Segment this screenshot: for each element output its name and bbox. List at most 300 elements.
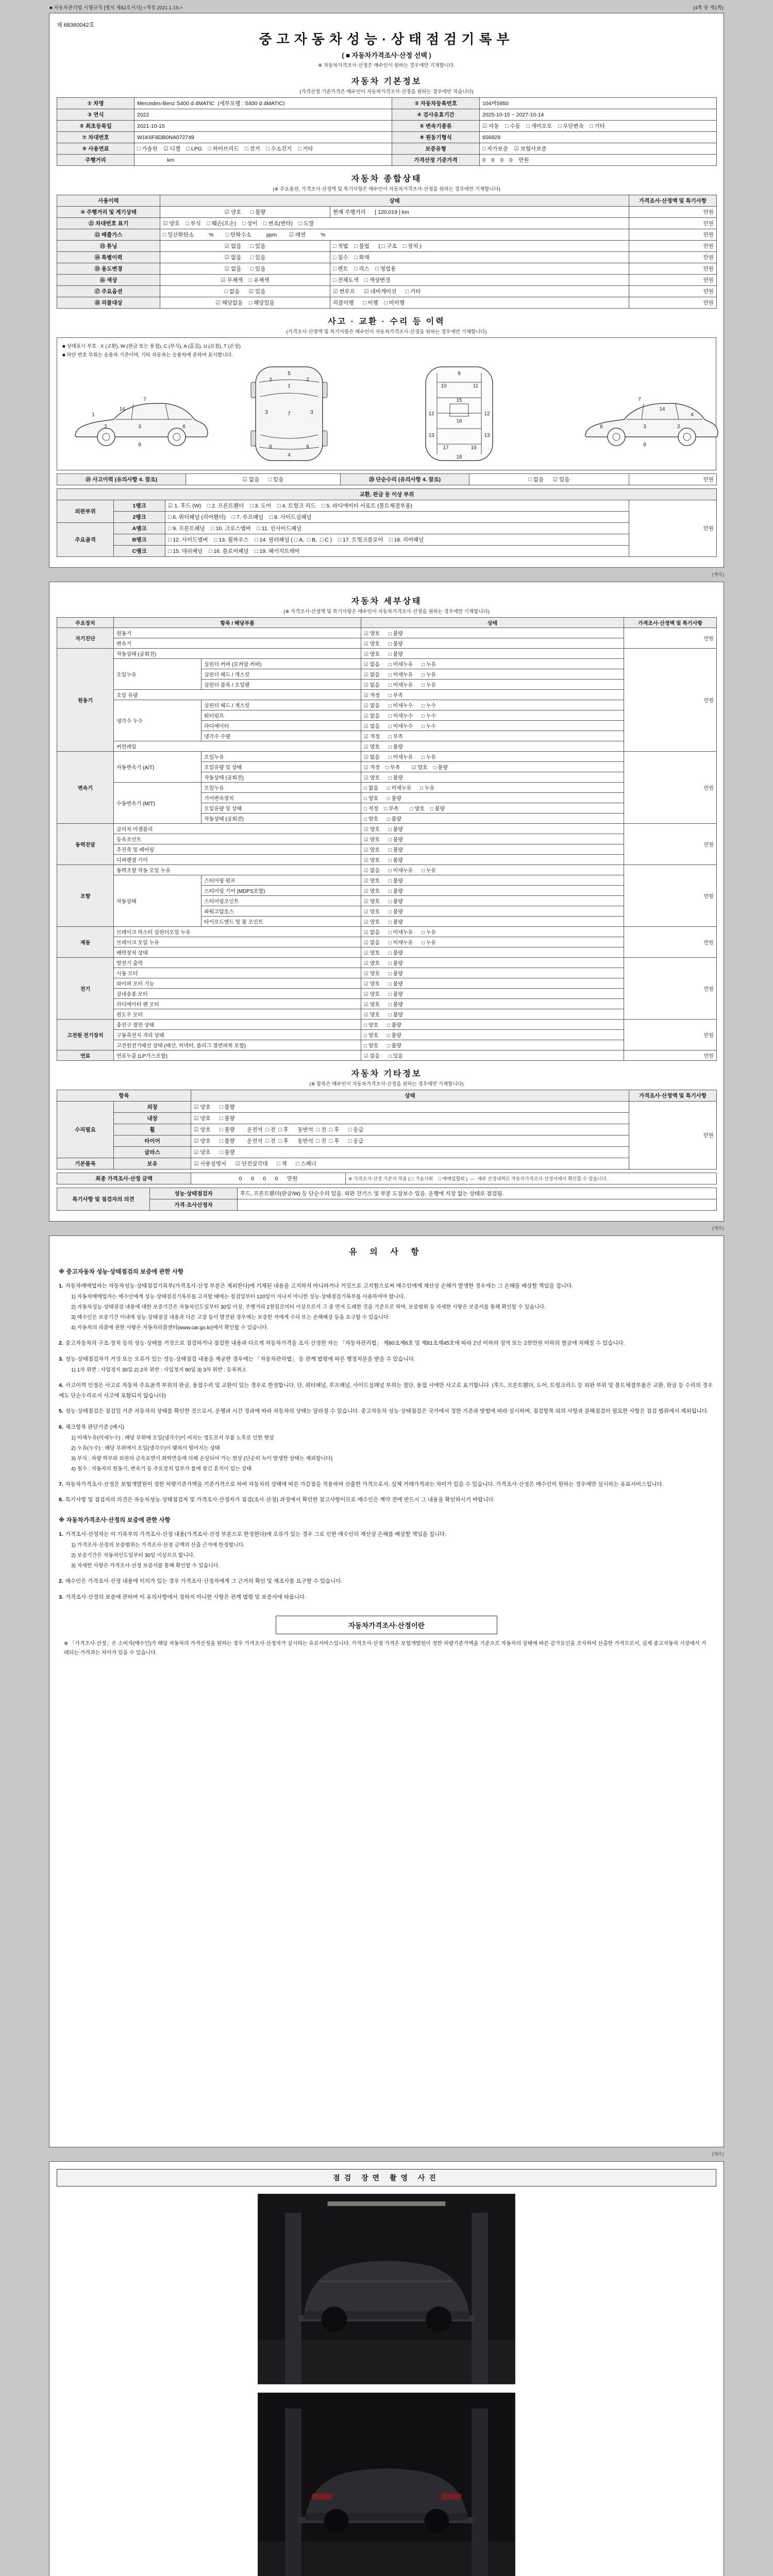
status-cell[interactable]: ☑ 양호 □ 불량	[361, 1009, 624, 1020]
notice-subitem: 1) 미세누유(미세누수) : 해당 부위에 오일(냉각수)이 비치는 정도로서 부품 노후로 인한 현상	[71, 1435, 274, 1441]
part-cell: 스티어링 기어 (MDPS포함)	[201, 886, 361, 896]
table-cell: 만원	[629, 241, 717, 252]
part-cell: 파워고압호스	[201, 906, 361, 917]
table-cell[interactable]: ☑ 없음 □ 있음	[186, 474, 341, 485]
part-cell: 타이로드엔드 및 볼 조인트	[201, 917, 361, 927]
svg-text:5: 5	[288, 371, 291, 377]
table-cell: 104머5950	[480, 98, 717, 109]
svg-text:2: 2	[677, 424, 680, 430]
table-cell[interactable]: ☑ 양호 □ 불량 운전석 □ 전 □ 후 동반석 □ 전 □ 후 □ 응급	[191, 1136, 629, 1147]
status-cell[interactable]: ☑ 없음 □ 미세누수 □ 누수	[361, 721, 624, 731]
part-cell: 냉각수 수량	[201, 731, 361, 741]
item-cell: 충전구 절연 상태	[114, 1020, 361, 1030]
notice-item: 1. 자동차매매업자는 자동차성능·상태점검기록부(가격조사·산정 부분은 제외한다)에 기재된 내용을 고지하지 아니하거나 거짓으로 고지함으로써 매수인에게 재산상 손해가 발생한 경우에는 그 손해를 배상할 책임을 집니다.	[59, 1283, 573, 1289]
device-group: 조향	[57, 865, 114, 927]
status-cell[interactable]: ☑ 없음 □ 미세누유 □ 누유	[361, 927, 624, 937]
status-cell[interactable]: ☑ 양호 □ 불량	[361, 628, 624, 638]
part-cell: 워터펌프	[201, 710, 361, 721]
table-cell: ① 차명	[57, 98, 135, 109]
table-cell: ⑥ 변속기종류	[392, 121, 480, 132]
notice-subitem: 3) 자세한 사항은 가격조사·산정 보증서를 통해 확인할 수 있습니다.	[71, 1563, 220, 1569]
table-cell[interactable]: □ 12. 사이드멤버 □ 13. 휠하우스 □ 14. 필러패널 ( □ A, □ B, □ C ) □ 17. 트렁크플로어 □ 18. 리어패널	[165, 534, 629, 546]
table-cell: 만원	[629, 263, 717, 275]
table-cell	[238, 1199, 717, 1211]
table-cell: 주요장치	[57, 618, 114, 628]
table-cell[interactable]: 리콜이행 □ 이행 □ 미이행	[330, 297, 629, 309]
part-cell: 실린더 커버 (로커암 커버)	[201, 659, 361, 669]
status-cell[interactable]: ☑ 양호 □ 불량	[361, 989, 624, 999]
status-cell[interactable]: ☑ 없음 □ 미세누유 □ 누유	[361, 659, 624, 669]
final-price-table	[57, 1173, 717, 1184]
table-cell: ⑨ 사용연료	[57, 143, 135, 155]
part-cell: 작동상태 (공회전)	[201, 814, 361, 824]
panel-main-info	[49, 13, 724, 568]
item-cell: 배력장치 상태	[114, 947, 361, 958]
table-cell[interactable]: ☑ 양호 □ 불량 운전석 □ 전 □ 후 동반석 □ 전 □ 후 □ 응급	[191, 1124, 629, 1136]
diagram-side-left	[75, 397, 208, 448]
svg-text:3: 3	[643, 424, 646, 430]
table-cell[interactable]: ☑ 무채색 □ 유채색	[160, 275, 330, 286]
table-cell[interactable]: □ 없음 ☑ 있음	[160, 286, 330, 297]
device-group: 변속기	[57, 752, 114, 824]
table-cell[interactable]: □ 일산화탄소 % □ 탄화수소 ppm ☑ 매연 %	[160, 229, 629, 241]
table-cell: 만원	[629, 297, 717, 309]
item-cell: 실내송풍 모터	[114, 989, 361, 999]
status-cell[interactable]: ☑ 적정 □ 부족	[361, 690, 624, 700]
price-cell: 만원	[624, 628, 717, 649]
price-cell: 만원	[624, 752, 717, 824]
table-cell[interactable]: ☑ 없음 □ 있음	[160, 241, 330, 252]
svg-text:12: 12	[484, 411, 490, 417]
table-cell: 만원	[629, 207, 717, 218]
notice-section-head: ※ 중고자동차 성능·상태점검의 보증에 관한 사항	[59, 1269, 184, 1275]
table-cell: ⑤ 최초등록일	[57, 121, 135, 132]
table-cell: 외장	[114, 1101, 191, 1113]
overall-condition-table	[57, 195, 717, 309]
diagram-legend-note: ■ 하단 번호 부위는 승용차 기준이며, 기타 자동차는 승용차에 준하여 표시합니다.	[62, 352, 233, 358]
price-cell: 만원	[624, 927, 717, 958]
table-cell[interactable]: □ 적법 □ 불법 ( □ 구조 □ 장치 )	[330, 241, 629, 252]
notice-subitem: 1) 자동차매매업자는 매수인에게 성능·상태점검기록부를 고지할 때에는 점검일부터 120일이 지나지 아니한 성능·상태점검기록부를 사용하여야 합니다.	[71, 1294, 405, 1300]
svg-text:6: 6	[269, 444, 272, 450]
table-cell: 2025-10-15 ~ 2027-10-14	[480, 109, 717, 121]
status-cell[interactable]: ☑ 양호 □ 불량	[361, 978, 624, 989]
table-cell: 상태	[361, 618, 624, 628]
part-cell: 실린더 헤드 / 개스킷	[201, 669, 361, 680]
inspection-photo-front-lift	[258, 2194, 515, 2384]
svg-text:6: 6	[306, 444, 309, 450]
svg-text:14: 14	[659, 406, 665, 412]
table-cell: 최종 가격조사·산정 금액	[57, 1173, 191, 1184]
item-cell: 오일누유	[114, 659, 201, 690]
device-group: 원동기	[57, 649, 114, 752]
status-cell[interactable]: ☑ 없음 □ 미세누유 □ 누유	[361, 937, 624, 947]
item-cell: 와이퍼 모터 기능	[114, 978, 361, 989]
accident-history-table	[57, 473, 717, 485]
inspection-photo-rear-lift	[258, 2393, 515, 2576]
notice-item: 2. 중고자동차의 구조·장치 등의 성능·상태를 거짓으로 점검하거나 점검한 내용과 다르게 자동차가격을 조사·산정한 자는 「자동차관리법」 제80조제6호 및 제81조제45호에 따라 2년 이하의 징역 또는 2천만원 이하의 벌금에 처해질 수 있습니다.	[59, 1340, 625, 1347]
svg-text:12: 12	[428, 411, 434, 417]
table-cell: ⑧ 원동기형식	[392, 132, 480, 143]
table-cell: 가격조사·산정액 및 특기사항	[629, 1090, 717, 1101]
notice-item: 7. 자동차가격조사·산정은 보험개발원이 정한 차량기준가액을 기준가격으로 하여 자동차의 상태에 따른 가감점을 적용하여 산출한 가격으로서, 실제 거래가격과는 차이가 있을 수 있습니다. 가격조사·산정은 매수인이 원하는 경우에만 실시하는 유료서비스입니다.	[59, 1481, 664, 1487]
notice-subitem: 2) 보증기간은 자동차인도일부터 30일 이상으로 합니다.	[71, 1553, 195, 1559]
section-title-summary: 자동차 종합상태	[351, 175, 422, 183]
table-cell: 주행거리	[57, 155, 135, 166]
device-group: 고전원 전기장치	[57, 1020, 114, 1050]
item-cell: 고전원전기배선 상태 (배선, 커넥터, 플러그 절연피복 포함)	[114, 1040, 361, 1050]
table-cell: 특기사항 및 점검자의 의견	[57, 1188, 150, 1211]
price-survey-definition-text: ※ 「가격조사·산정」은 소비자(매수인)가 해당 자동차의 가격산정을 원하는 경우 가격조사·산정자가 실시하는 유료서비스입니다. 가격조사·산정 가격은 보험개발원이 정한 차량기준가액을 기준으로 자동차의 상태에 따른 감가요인을 조사하여 산출한 가격으로서, 실제 중고자동차 시장에서 거래되는 가격과는 차이가 있을 수 있습니다.	[64, 1641, 707, 1656]
svg-text:6: 6	[182, 424, 186, 430]
table-cell[interactable]: □ 없음 ☑ 있음	[469, 474, 629, 485]
table-cell: A랭크	[114, 523, 165, 534]
notice-item: 3. 가격조사·산정의 보증에 관하여 이 유의사항에서 정하지 아니한 사항은 관계 법령 및 보증서에 따릅니다.	[59, 1594, 307, 1600]
item-cell: 추진축 및 베어링	[114, 844, 361, 855]
table-cell[interactable]: ☑ 썬루프 ☑ 네비게이션 □ 기타	[330, 286, 629, 297]
notice-item: 6. 체크항목 판단기준 (예시)	[59, 1423, 125, 1430]
diagram-legend-symbols: ■ 상태표시 부호 : X (교환), W (판금 또는 용접), C (부식), A (흠집), U (요철), T (손상)	[62, 344, 241, 349]
panel-detail-state	[49, 582, 724, 1222]
svg-text:4: 4	[288, 452, 291, 458]
status-cell[interactable]: ☑ 양호 □ 불량	[361, 896, 624, 906]
part-cell: 실린더 블록 / 오일팬	[201, 680, 361, 690]
table-cell[interactable]: □ 9. 프론트패널 □ 10. 크로스멤버 □ 11. 인사이드패널	[165, 523, 629, 534]
table-cell[interactable]: ☑ 양호 □ 불량	[160, 207, 330, 218]
notice-item: 8. 특기사항 및 점검자의 의견은 자동차성능·상태점검자 및 가격조사·산정자가 점검(조사·산정) 과정에서 확인한 참고사항이므로 매수인은 계약 전에 반드시 그 내용을 확인하시기 바랍니다.	[59, 1497, 495, 1503]
table-cell[interactable]: □ 전체도색 □ 색상변경	[330, 275, 629, 286]
svg-text:14: 14	[119, 406, 125, 412]
table-cell[interactable]: □ 렌트 □ 리스 □ 영업용	[330, 263, 629, 275]
price-cell: 만원	[624, 865, 717, 927]
status-cell[interactable]: ☑ 양호 □ 불량	[361, 958, 624, 968]
item-cell: 작동상태	[114, 875, 201, 927]
table-cell: 항목	[57, 1090, 191, 1101]
svg-text:7: 7	[143, 397, 146, 402]
part-cell: 실린더 헤드 / 개스킷	[201, 700, 361, 710]
table-cell[interactable]: □ 가솔린 ☑ 디젤 □ LPG □ 하이브리드 □ 전기 □ 수소전기 □ 기타	[135, 143, 392, 155]
table-cell: 2랭크	[114, 512, 165, 523]
table-cell: 가격산정 기준가격	[392, 155, 480, 166]
table-cell: 보유	[114, 1158, 191, 1170]
svg-text:2: 2	[306, 377, 309, 383]
svg-text:4: 4	[691, 412, 694, 418]
table-cell: 상태	[191, 1090, 629, 1101]
svg-text:13: 13	[484, 433, 490, 438]
item-cell: 자동변속기 (A/T)	[114, 752, 201, 783]
top-strip	[0, 0, 773, 13]
continuation-mark: (계속)	[712, 2151, 724, 2157]
status-cell[interactable]: □ 양호 □ 불량	[361, 1020, 624, 1030]
status-cell[interactable]: ☑ 없음 □ 미세누유 □ 누유	[361, 669, 624, 680]
notice-section-head: ※ 자동차가격조사·산정의 보증에 관한 사항	[59, 1517, 171, 1523]
table-cell: 타이어	[114, 1136, 191, 1147]
remarks-table	[57, 1188, 717, 1211]
svg-text:8: 8	[138, 442, 141, 448]
basic-info-table	[57, 97, 717, 166]
table-cell: 만원	[629, 286, 717, 297]
table-cell: 기본품목	[57, 1158, 114, 1170]
status-cell[interactable]: □ 양호 □ 불량	[361, 1040, 624, 1050]
page-subtitle: ( ■ 자동차가격조사·산정 선택 )	[342, 52, 431, 59]
price-cell: 만원	[624, 1020, 717, 1050]
device-group: 제동	[57, 927, 114, 958]
table-cell: 2021-10-15	[135, 121, 392, 132]
device-group: 자기진단	[57, 628, 114, 649]
item-cell: 등속조인트	[114, 834, 361, 844]
continuation-mark: (계속)	[712, 572, 724, 577]
status-cell[interactable]: ☑ 양호 □ 불량	[361, 844, 624, 855]
table-cell: 가격조사·산정액 및 특기사항	[624, 618, 717, 628]
section-title-basic: 자동차 기본정보	[351, 77, 422, 86]
item-cell: 브레이크 오일 누유	[114, 937, 361, 947]
svg-text:3: 3	[265, 410, 268, 415]
table-cell: 후드, 프론트휀더(판금/W) 등 단순수리 있음. 외판 잔기스 및 부분 도장보수 있음. 운행에 지장 없는 상태로 점검됨.	[238, 1188, 717, 1199]
svg-text:19: 19	[470, 445, 477, 451]
svg-text:13: 13	[428, 433, 434, 438]
table-cell[interactable]: □ 6. 쿼터패널 (리어휀더) □ 7. 루프패널 □ 8. 사이드실패널	[165, 512, 629, 523]
part-cell: 라디에이터	[201, 721, 361, 731]
table-cell[interactable]: ☑ 해당없음 □ 해당있음	[160, 297, 330, 309]
item-cell: 브레이크 마스터 실린더오일 누유	[114, 927, 361, 937]
status-cell[interactable]: ☑ 양호 □ 불량	[361, 906, 624, 917]
status-cell[interactable]: ☑ 없음 □ 미세누유 □ 누유	[361, 865, 624, 875]
table-cell: 주요골격	[57, 523, 114, 557]
table-cell[interactable]: ☑ 사용설명서 ☑ 안전삼각대 □ 잭 □ 스패너	[191, 1158, 629, 1170]
svg-text:15: 15	[456, 398, 462, 403]
price-cell: 만원	[624, 649, 717, 752]
table-cell: 2022	[135, 109, 392, 121]
part-cell: 오일유량 및 상태	[201, 762, 361, 772]
device-group: 연료	[57, 1050, 114, 1061]
status-cell[interactable]: ☑ 양호 □ 불량	[361, 855, 624, 865]
notice-subitem: 1) 가격조사·산정의 보증범위는 가격조사·산정 금액의 산출 근거에 한정합니다.	[71, 1543, 245, 1549]
item-cell: 윈도우 모터	[114, 1009, 361, 1020]
part-cell: 오일누유	[201, 783, 361, 793]
table-cell: 가격조사·산정액 및 특기사항	[629, 195, 717, 207]
section-title-etc: 자동차 기타정보	[351, 1070, 422, 1078]
part-cell: 오일유량 및 상태	[201, 803, 361, 814]
table-cell: 상태	[160, 195, 629, 207]
table-cell: 만원	[629, 474, 717, 485]
table-cell: B랭크	[114, 534, 165, 546]
photos-section-title: 점검 장면 촬영 사진	[57, 2169, 716, 2187]
table-cell: 만원	[629, 229, 717, 241]
device-group: 동력전달	[57, 824, 114, 865]
table-cell[interactable]: ☑ 자동 □ 수동 □ 세미오토 □ 무단변속 □ 기타	[480, 121, 717, 132]
table-cell: 0 0 0 0 만원	[191, 1173, 346, 1184]
svg-text:2: 2	[269, 377, 272, 383]
table-cell: ⑳ 단순수리 (유의사항 4. 참조)	[341, 474, 469, 485]
table-cell: 외판부위	[57, 500, 114, 523]
price-cell: 만원	[624, 958, 717, 1020]
table-cell: ⑯ 색상	[57, 275, 160, 286]
part-cell: 기어변속장치	[201, 793, 361, 803]
table-cell: 교환, 판금 등 이상 부위	[57, 489, 717, 500]
status-cell[interactable]: ☑ 양호 □ 불량	[361, 917, 624, 927]
status-cell[interactable]: □ 없음 □ 미세누유 □ 누유	[361, 783, 624, 793]
item-cell: 원동기	[114, 628, 361, 638]
table-cell: 항목 / 해당부품	[114, 618, 361, 628]
table-cell: W1K6F8DB0NA072749	[135, 132, 392, 143]
document-number: 제 68360042호	[57, 22, 95, 28]
status-cell[interactable]: ☑ 없음 □ 있음	[361, 1050, 624, 1061]
table-cell: ⑱ 리콜대상	[57, 297, 160, 309]
table-cell: 휠	[114, 1124, 191, 1136]
table-cell[interactable]: ☑ 없음 □ 있음	[160, 263, 330, 275]
table-cell: ④ 검사유효기간	[392, 109, 480, 121]
status-cell[interactable]: □ 양호 □ 불량	[361, 814, 624, 824]
table-cell: Mercedes-Benz S400 d 4MATIC (세부모델 : S400 d 4MATIC)	[135, 98, 392, 109]
status-cell[interactable]: ☑ 없음 □ 미세누유 □ 누유	[361, 752, 624, 762]
table-cell: ⑰ 주요옵션	[57, 286, 160, 297]
table-cell[interactable]: ☑ 양호 □ 불량	[191, 1101, 629, 1113]
table-cell[interactable]: ☑ 없음 □ 있음	[160, 252, 330, 263]
svg-text:8: 8	[643, 442, 646, 448]
table-cell: ③ 연식	[57, 109, 135, 121]
car-panel-diagram	[62, 360, 722, 465]
table-cell[interactable]: ☑ 양호 □ 불량	[191, 1113, 629, 1124]
notice-item: 1. 가격조사·산정자는 이 기록부의 가격조사·산정 내용(가격조사·산정 부분으로 한정한다)에 오류가 있는 경우 그로 인한 매수인의 재산상 손해를 배상할 책임을 집니다.	[59, 1531, 447, 1537]
status-cell[interactable]: ☑ 양호 □ 불량	[361, 886, 624, 896]
section-note-summary: (※ 주요옵션, 가격조사·산정액 및 특기사항은 매수인이 자동차가격조사·산정을 원하는 경우에만 기재합니다)	[273, 187, 500, 192]
status-cell[interactable]: ☑ 없음 □ 미세누유 □ 누유	[361, 680, 624, 690]
continuation-mark: (계속)	[712, 1226, 724, 1231]
table-cell[interactable]: ※ 가격조사·산정 기준서 적용 ( □ 기술사회 □ 매매업협회 ) — 세부 산정내역은 자동차가격조사·산정서에서 확인할 수 있습니다.	[346, 1173, 717, 1184]
price-cell: 만원	[624, 824, 717, 865]
section-note-etc: (※ 항목은 매수인이 자동차가격조사·산정을 원하는 경우에만 기재합니다)	[309, 1081, 464, 1087]
notice-title: 유 의 사 항	[349, 1248, 424, 1257]
table-cell: 656929	[480, 132, 717, 143]
svg-text:17: 17	[443, 445, 449, 451]
notice-subitem: 2) 자동차성능·상태점검 내용에 대한 보증기간은 자동차인도일부터 30일 이상, 주행거리 2천킬로미터 이상으로서 그 중 먼저 도래한 것을 기준으로 하며, 보증범위 등 자세한 사항은 보증서를 통해 확인할 수 있습니다.	[71, 1304, 546, 1311]
item-cell: 커먼레일	[114, 741, 361, 752]
svg-text:16: 16	[456, 418, 462, 424]
table-cell: ⑮ 용도변경	[57, 263, 160, 275]
notice-subitem: 4) 자동차의 리콜에 관한 사항은 자동차리콜센터(www.car.go.kr)에서 확인할 수 있습니다.	[71, 1325, 268, 1331]
item-cell: 작동상태 (공회전)	[114, 649, 361, 659]
svg-text:1: 1	[92, 412, 95, 418]
notice-item: 5. 성능·상태점검은 점검일 기준 자동차의 상태를 확인한 것으로서, 운행과 시간 경과에 따라 자동차의 상태는 달라질 수 있습니다. 중고자동차 성능·상태점검은 국가에서 정한 기준과 방법에 따라 실시하며, 점검항목 외의 사항과 분해점검이 필요한 사항은 점검 범위에서 제외됩니다.	[59, 1408, 709, 1415]
notice-subitem: 3) 매수인은 보증기간 이내에 성능·상태점검 내용과 다른 고장 등이 발견된 경우에는 보증한 자에게 수리 또는 손해배상 등을 요구할 수 있습니다.	[71, 1315, 390, 1321]
item-cell: 디퍼렌셜 기어	[114, 855, 361, 865]
status-cell[interactable]: □ 양호 □ 불량	[361, 793, 624, 803]
table-cell: ⑫ 배출가스	[57, 229, 160, 241]
item-cell: 동력조향 작동 오일 누유	[114, 865, 361, 875]
inspection-photos	[57, 2194, 716, 2576]
status-cell[interactable]: ☑ 적정 □ 부족 ☑ 양호 □ 불량	[361, 762, 624, 772]
table-cell: 1랭크	[114, 500, 165, 512]
table-cell: km	[135, 155, 392, 166]
part-cell: 스티어링 펌프	[201, 875, 361, 886]
page-indicator: (4쪽 중 제1쪽)	[693, 5, 724, 11]
table-cell[interactable]: □ 자가보증 ☑ 보험사보증	[480, 143, 717, 155]
device-group: 전기	[57, 958, 114, 1020]
status-cell[interactable]: ☑ 양호 □ 불량	[361, 638, 624, 649]
part-cell: 스티어링조인트	[201, 896, 361, 906]
table-cell[interactable]: ☑ 양호 □ 부식 □ 훼손(오손) □ 상이 □ 변조(변타) □ 도말	[160, 218, 629, 229]
section-note-basic: (가격산정 기준가격은 매수인이 자동차가격조사·산정을 원하는 경우에만 적습니다)	[299, 89, 474, 95]
table-cell[interactable]: ☑ 양호 □ 불량	[191, 1147, 629, 1158]
table-cell: 만원	[629, 218, 717, 229]
notice-item: 2. 매수인은 가격조사·산정 내용에 이의가 있는 경우 가격조사·산정자에게 그 근거의 확인 및 재조사를 요구할 수 있습니다.	[59, 1578, 343, 1585]
item-cell: 수동변속기 (M/T)	[114, 783, 201, 824]
detail-condition-table	[57, 617, 717, 1061]
notice-subitem: 1) 1차 위반 : 사업정지 30일 2) 2차 위반 : 사업정지 90일 3) 3차 위반 : 등록취소	[71, 1367, 247, 1374]
status-cell[interactable]: ☑ 양호 □ 불량	[361, 875, 624, 886]
status-cell[interactable]: ☑ 양호 □ 불량	[361, 824, 624, 834]
status-cell[interactable]: ☑ 없음 □ 미세누수 □ 누수	[361, 710, 624, 721]
diagram-top-structure	[426, 367, 493, 461]
item-cell: 클러치 어셈블리	[114, 824, 361, 834]
item-cell: 오일 유량	[114, 690, 361, 700]
table-cell: 만원	[629, 500, 717, 557]
status-cell[interactable]: ☑ 양호 □ 불량	[361, 999, 624, 1009]
table-cell: 보증유형	[392, 143, 480, 155]
svg-text:7: 7	[288, 411, 291, 417]
status-cell[interactable]: □ 적정 □ 부족 □ 양호 □ 불량	[361, 803, 624, 814]
form-reference: ■ 자동차관리법 시행규칙 [별지 제82호서식] <개정 2021.1.19.>	[49, 5, 183, 11]
status-cell[interactable]: ☑ 양호 □ 불량	[361, 741, 624, 752]
status-cell[interactable]: ☑ 없음 □ 미세누수 □ 누수	[361, 700, 624, 710]
table-cell[interactable]: □ 침수 □ 화재	[330, 252, 629, 263]
svg-text:9: 9	[458, 371, 461, 377]
table-cell: ⑬ 튜닝	[57, 241, 160, 252]
item-cell: 구동축전지 격리 상태	[114, 1030, 361, 1040]
status-cell[interactable]: □ 양호 □ 불량	[361, 1030, 624, 1040]
page-subtitle-note: ※ 자동차가격조사·산정은 매수인이 원하는 경우에만 기재합니다.	[318, 63, 455, 69]
table-cell: ⑲ 사고이력 (유의사항 4. 참조)	[57, 474, 186, 485]
table-cell: ⑭ 특별이력	[57, 252, 160, 263]
table-cell: 현재 주행거리 [ 120,019 ] km	[330, 207, 629, 218]
notice-subitem: 2) 누유(누수) : 해당 부위에서 오일(냉각수)이 맺혀서 떨어지는 상태	[71, 1445, 220, 1451]
notice-item: 4. 사고이력 인정은 사고로 자동차 주요골격 부위의 판금, 용접수리 및 교환이 있는 경우로 한정합니다. 단, 쿼터패널, 루프패널, 사이드실패널 부위는 절단, 용접 시에만 사고로 표기합니다. (후드, 프론트휀더, 도어, 트렁크리드 등 외판 부위 및 볼트체결부품은 교환, 판금 등 수리의 경우에도 단순수리로서 사고에 포함되지 않습니다)	[59, 1382, 713, 1399]
status-cell[interactable]: ☑ 양호 □ 불량	[361, 649, 624, 659]
panel-rank-table	[57, 488, 717, 557]
table-cell: ⑪ 차대번호 표기	[57, 218, 160, 229]
table-cell: 가격·조사산정자	[150, 1199, 238, 1211]
panel-notice	[49, 1235, 724, 2147]
table-cell: 수리필요	[57, 1101, 114, 1158]
status-cell[interactable]: ☑ 양호 □ 불량	[361, 834, 624, 844]
notice-item: 3. 성능·상태점검자가 거짓 또는 오류가 있는 성능·상태점검 내용을 제공한 경우에는 「자동차관리법」 등 관계 법령에 따른 행정처분을 받을 수 있습니다.	[59, 1355, 415, 1362]
section-title-accident: 사고 · 교환 · 수리 등 이력	[328, 317, 445, 326]
table-cell[interactable]: □ 15. 대쉬패널 □ 16. 플로어패널 □ 19. 패키지트레이	[165, 546, 629, 557]
section-note-detail: (※ 가격조사·산정액 및 특기사항은 매수인이 자동차가격조사·산정을 원하는 경우에만 기재합니다)	[283, 609, 490, 615]
diagram-top-exterior	[251, 367, 327, 461]
item-cell: 라디에이터 팬 모터	[114, 999, 361, 1009]
status-cell[interactable]: ☑ 적정 □ 부족	[361, 731, 624, 741]
svg-text:3: 3	[138, 424, 141, 430]
notice-subitem: 3) 부식 : 차량 하부와 외판의 금속표면이 화학반응에 의해 손상되어 가는 현상 (단순히 녹이 발생한 상태는 제외합니다)	[71, 1455, 333, 1462]
panel-photos-sign	[49, 2161, 724, 2576]
status-cell[interactable]: ☑ 양호 □ 불량	[361, 772, 624, 783]
etc-info-table	[57, 1090, 717, 1170]
table-cell: ⑦ 차대번호	[57, 132, 135, 143]
table-cell[interactable]: ☑ 1. 후드 (W) □ 2. 프론트휀더 □ 3. 도어 □ 4. 트렁크 리드 □ 5. 라디에이터 서포트 (볼트체결부품)	[165, 500, 629, 512]
svg-text:11: 11	[473, 383, 479, 389]
table-cell: 만원	[629, 1101, 717, 1170]
table-cell: ⑩ 주행거리 및 계기상태	[57, 207, 160, 218]
part-cell: 오일누유	[201, 752, 361, 762]
svg-text:2: 2	[104, 424, 107, 430]
section-title-detail: 자동차 세부상태	[351, 597, 422, 606]
price-cell: 만원	[624, 1050, 717, 1061]
item-cell: 냉각수 누수	[114, 700, 201, 741]
status-cell[interactable]: ☑ 양호 □ 불량	[361, 968, 624, 978]
svg-text:3: 3	[310, 410, 313, 415]
status-cell[interactable]: ☑ 양호 □ 불량	[361, 947, 624, 958]
